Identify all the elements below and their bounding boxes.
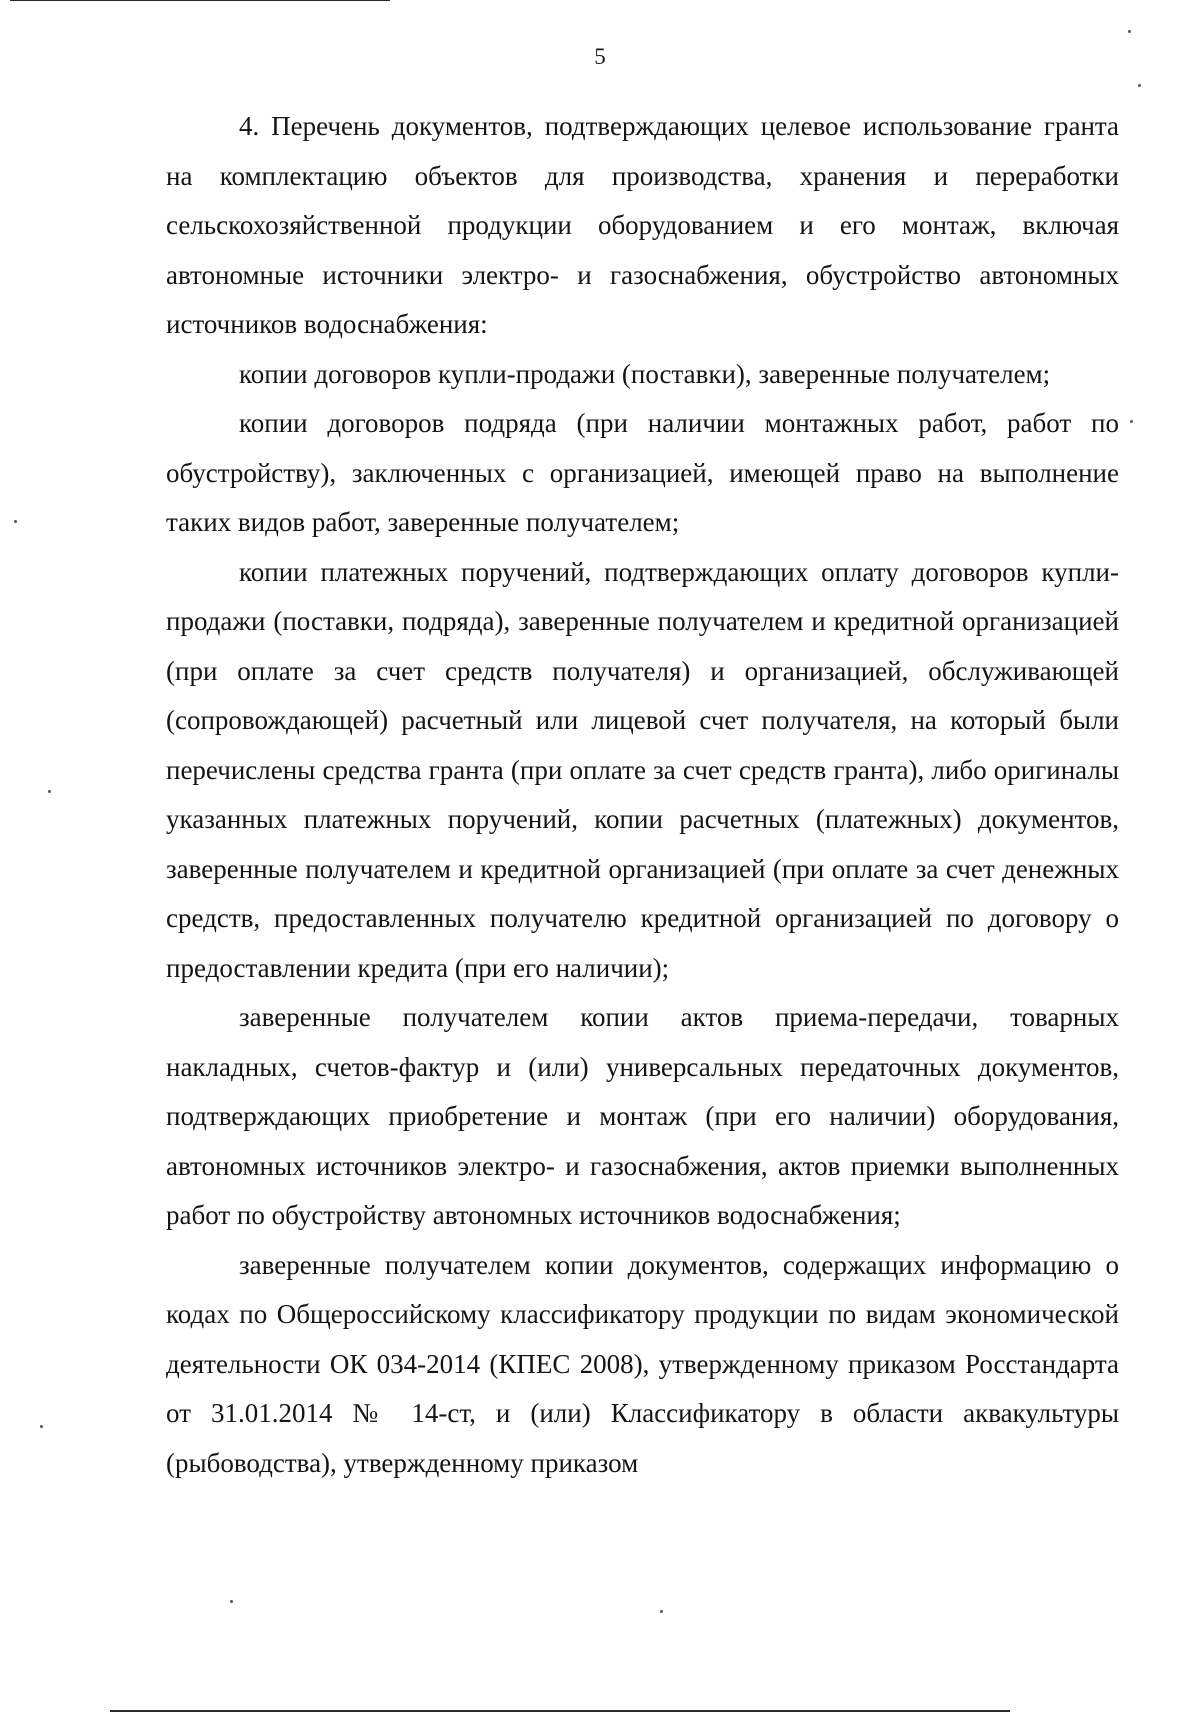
paragraph-sale-contracts: копии договоров купли-продажи (поставки), заверенные получателем; — [239, 358, 1051, 389]
scan-speck — [660, 1610, 663, 1613]
paragraph-classifier-codes: заверенные получателем копии документов, содержащих информацию о кодах по Общероссийскому классификатору продукции по видам экономической деятельности ОК 034-2014 (КПЕС 2008), утвержденному приказом Росстандарта от 31.01.2014 № 14-ст, и (или) Классификатору в области аквакультуры (рыбоводства), утвержденному приказом — [166, 1249, 1119, 1478]
scan-speck — [1138, 84, 1141, 87]
scan-top-edge-line — [10, 0, 390, 1]
document-body — [166, 102, 1119, 1488]
paragraph-payment-orders: копии платежных поручений, подтверждающих оплату договоров купли-продажи (поставки, подряда), заверенные получателем и кредитной организацией (при оплате за счет средств получателя) и организацией, обслуживающей (сопровождающей) расчетный или лицевой счет получателя, на который были перечислены средства гранта (при оплате за счет средств гранта), либо оригиналы указанных платежных поручений, копии расчетных (платежных) документов, заверенные получателем и кредитной организацией (при оплате за счет денежных средств, предоставленных получателю кредитной организацией по договору о предоставлении кредита (при его наличии); — [166, 556, 1119, 983]
scan-speck — [230, 1600, 233, 1603]
paragraph-acceptance-acts: заверенные получателем копии актов приема-передачи, товарных накладных, счетов-фактур и (или) универсальных передаточных документов, подтверждающих приобретение и монтаж (при его наличии) оборудования, автономных источников электро- и газоснабжения, актов приемки выполненных работ по обустройству автономных источников водоснабжения; — [166, 1002, 1119, 1230]
page-number: 5 — [594, 44, 606, 69]
scan-speck — [48, 790, 51, 793]
scan-speck — [1130, 420, 1133, 423]
scan-speck — [14, 520, 17, 523]
paragraph-document-list-intro: 4. Перечень документов, подтверждающих целевое использование гранта на комплектацию объектов для производства, хранения и переработки сельскохозяйственной продукции оборудованием и его монтаж, включая автономные источники электро- и газоснабжения, обустройство автономных источников водоснабжения: — [166, 111, 1119, 339]
scan-bottom-edge-line — [110, 1710, 1010, 1712]
scan-speck — [1128, 30, 1131, 33]
scan-speck — [40, 1425, 43, 1428]
paragraph-contractor-agreements: копии договоров подряда (при наличии монтажных работ, работ по обустройству), заключенных с организацией, имеющей право на выполнение таких видов работ, заверенные получателем; — [166, 408, 1119, 537]
